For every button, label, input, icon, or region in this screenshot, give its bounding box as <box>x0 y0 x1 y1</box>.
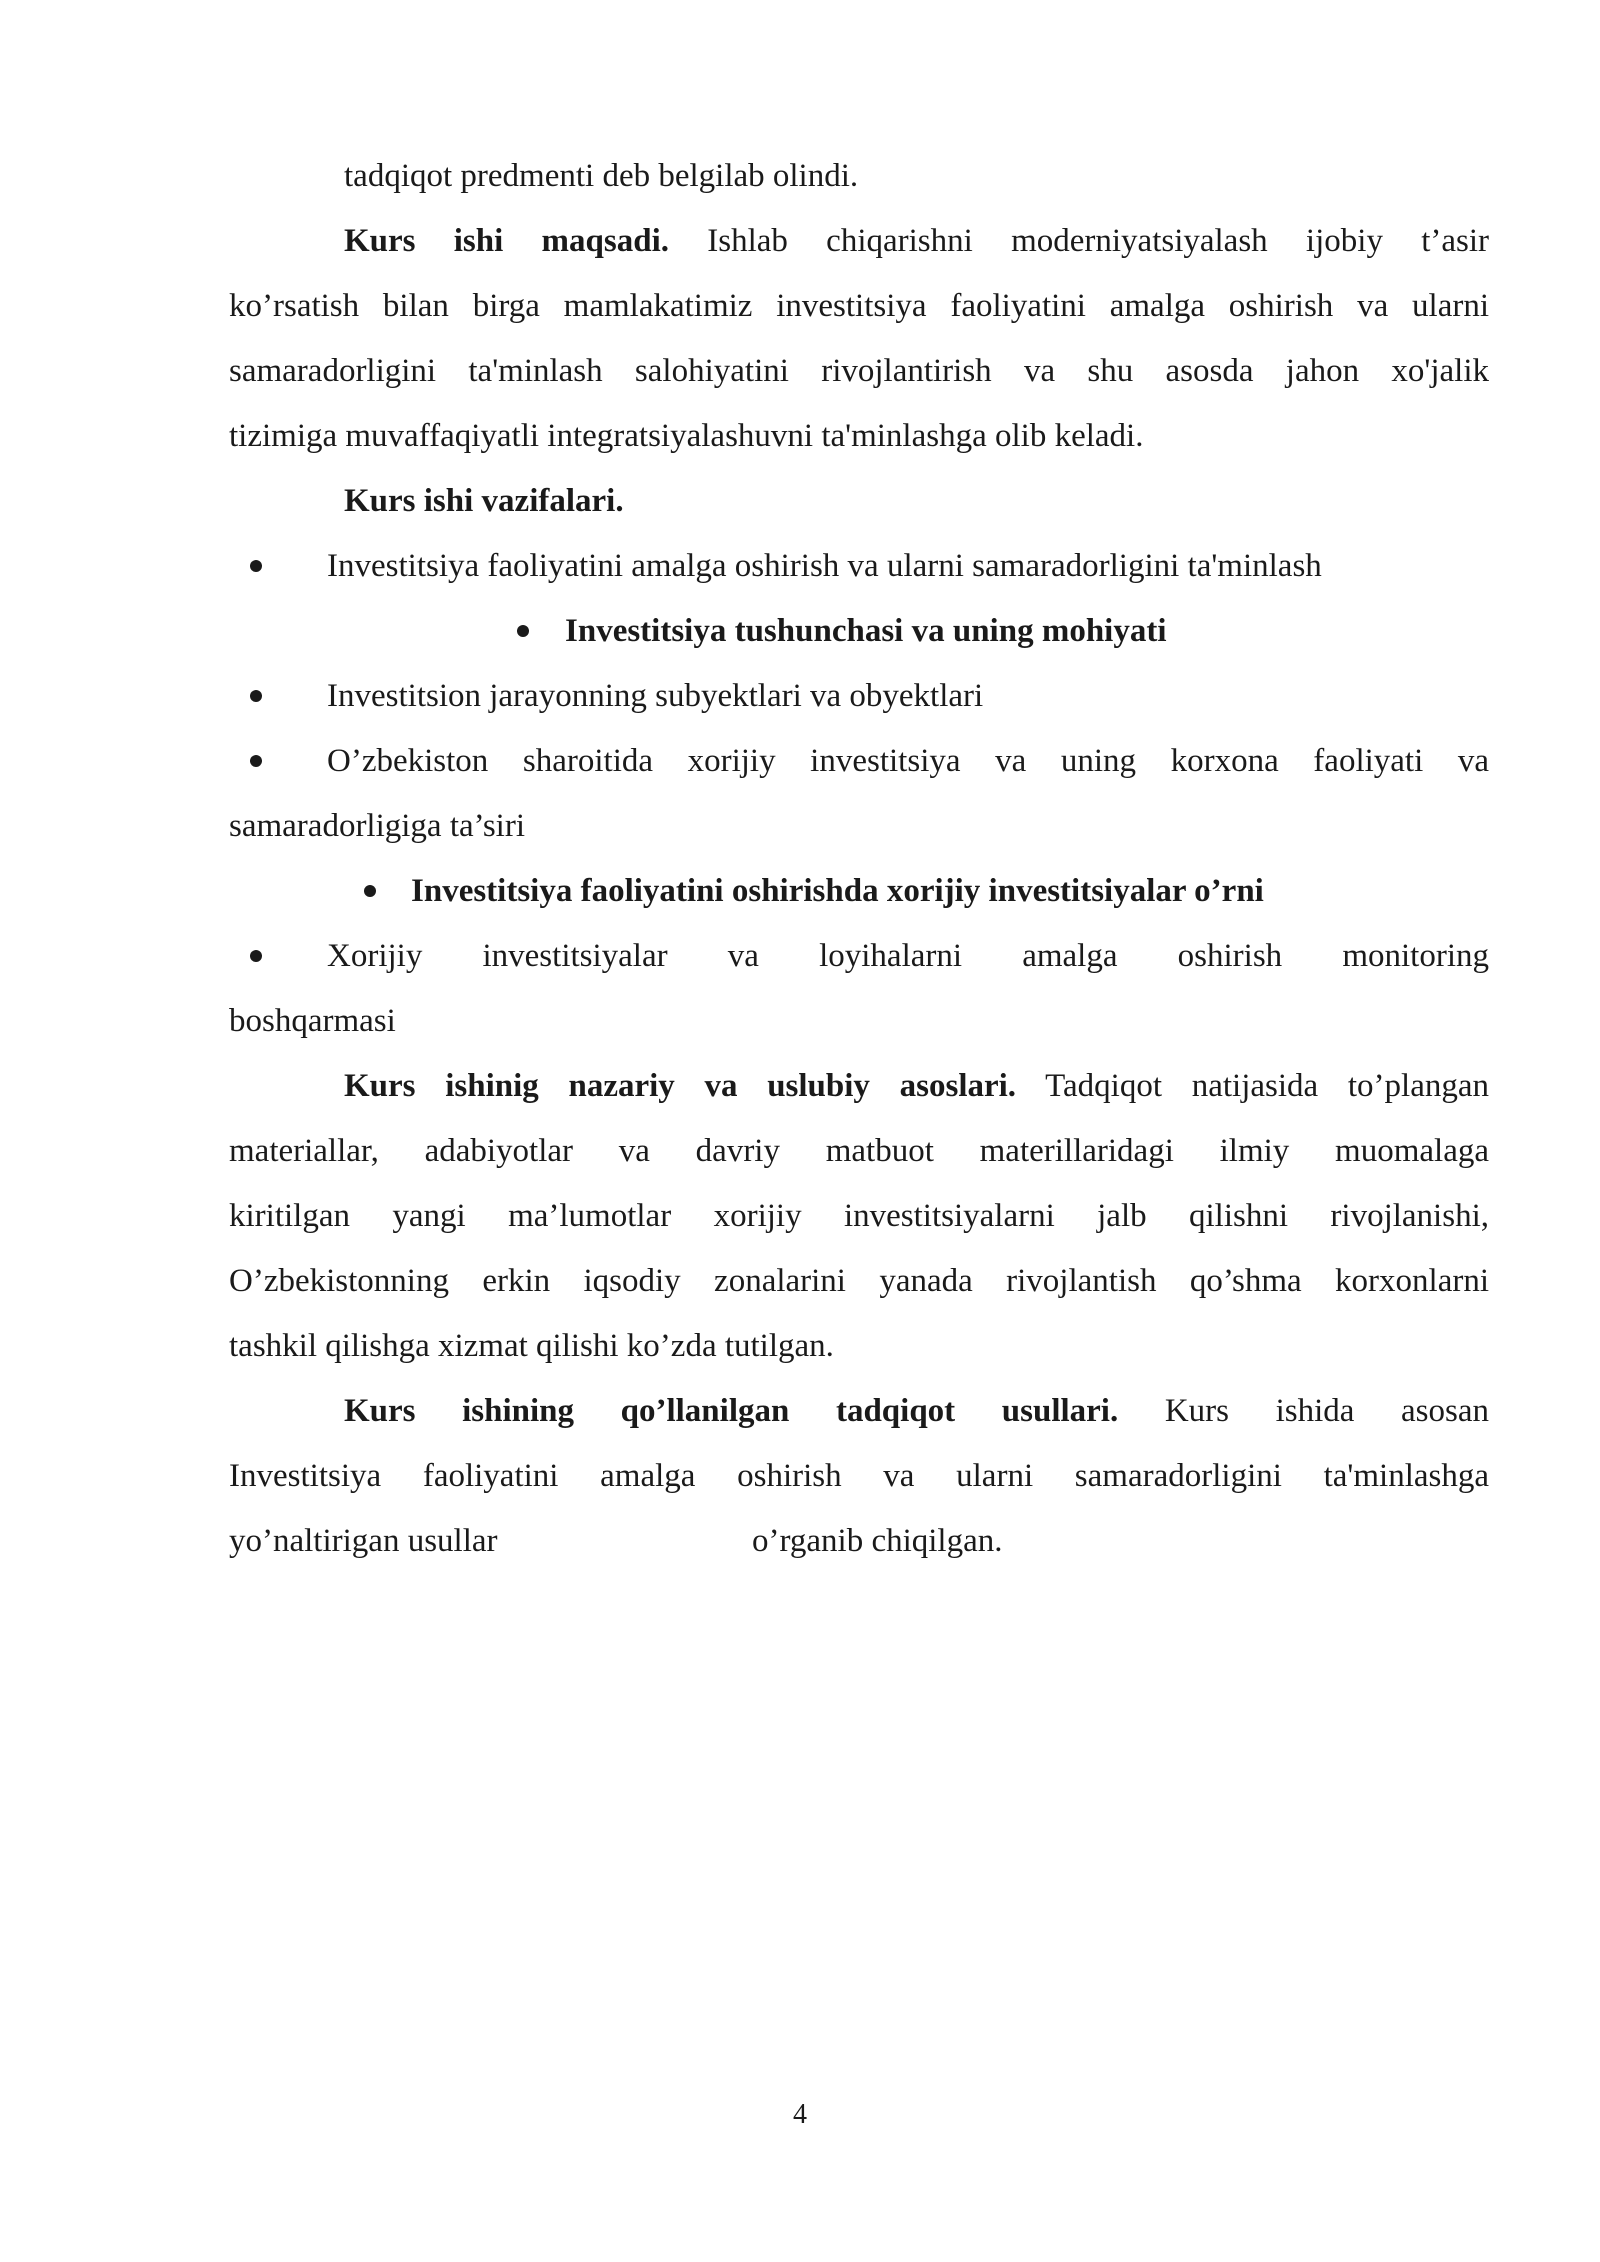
goal-heading: Kurs ishi maqsadi. <box>344 223 670 259</box>
theory-line-5: tashkil qilishga xizmat qilishi ko’zda tutilgan. <box>229 1328 834 1364</box>
methods-line-3b: o’rganib chiqilgan. <box>752 1523 1003 1559</box>
bullet-icon <box>250 690 262 702</box>
task-item-2: Investitsiya tushunchasi va uning mohiyati <box>565 613 1167 649</box>
goal-line-3: samaradorligini ta'minlash salohiyatini rivojlantirish va shu asosda jahon xo'jalik <box>229 353 1489 389</box>
methods-text-1: Kurs ishida asosan <box>1164 1393 1489 1429</box>
task-item-4-cont: samaradorligiga ta’siri <box>229 808 525 844</box>
task-item-6: Xorijiy investitsiyalar va loyihalarni amalga oshirish monitoring <box>327 938 1489 974</box>
goal-line-2: ko’rsatish bilan birga mamlakatimiz investitsiya faoliyatini amalga oshirish va ularni <box>229 288 1489 324</box>
bullet-icon <box>250 755 262 767</box>
theory-line-2: materiallar, adabiyotlar va davriy matbuot materillaridagi ilmiy muomalaga <box>229 1133 1489 1169</box>
methods-line-1 <box>344 1379 1489 1444</box>
bullet-icon <box>517 625 529 637</box>
theory-line-3: kiritilgan yangi ma’lumotlar xorijiy investitsiyalarni jalb qilishni rivojlanishi, <box>229 1198 1489 1234</box>
methods-heading: Kurs ishining qo’llanilgan tadqiqot usullari. <box>344 1393 1119 1429</box>
bullet-icon <box>250 950 262 962</box>
page-number: 4 <box>793 2099 807 2130</box>
theory-heading: Kurs ishinig nazariy va uslubiy asoslari. <box>344 1068 1017 1104</box>
intro-line: tadqiqot predmenti deb belgilab olindi. <box>344 158 859 194</box>
task-item-5: Investitsiya faoliyatini oshirishda xorijiy investitsiyalar o’rni <box>411 873 1264 909</box>
theory-line-4: O’zbekistonning erkin iqsodiy zonalarini yanada rivojlantish qo’shma korxonlarni <box>229 1263 1489 1299</box>
bullet-icon <box>364 885 376 897</box>
methods-line-3a: yo’naltirigan usullar <box>229 1523 498 1559</box>
theory-text-1: Tadqiqot natijasida to’plangan <box>1045 1068 1489 1104</box>
goal-line-4: tizimiga muvaffaqiyatli integratsiyalashuvni ta'minlashga olib keladi. <box>229 418 1144 454</box>
task-item-6-cont: boshqarmasi <box>229 1003 396 1039</box>
goal-text-1: Ishlab chiqarishni moderniyatsiyalash ijobiy t’asir <box>707 223 1489 259</box>
methods-line-2: Investitsiya faoliyatini amalga oshirish va ularni samaradorligini ta'minlashga <box>229 1458 1489 1494</box>
task-item-1: Investitsiya faoliyatini amalga oshirish va ularni samaradorligini ta'minlash <box>327 548 1322 584</box>
tasks-heading: Kurs ishi vazifalari. <box>344 483 624 519</box>
task-item-3: Investitsion jarayonning subyektlari va obyektlari <box>327 678 984 714</box>
task-item-4: O’zbekiston sharoitida xorijiy investitsiya va uning korxona faoliyati va <box>327 743 1489 779</box>
bullet-icon <box>250 560 262 572</box>
theory-line-1 <box>344 1054 1489 1119</box>
goal-line-1 <box>344 209 1489 274</box>
